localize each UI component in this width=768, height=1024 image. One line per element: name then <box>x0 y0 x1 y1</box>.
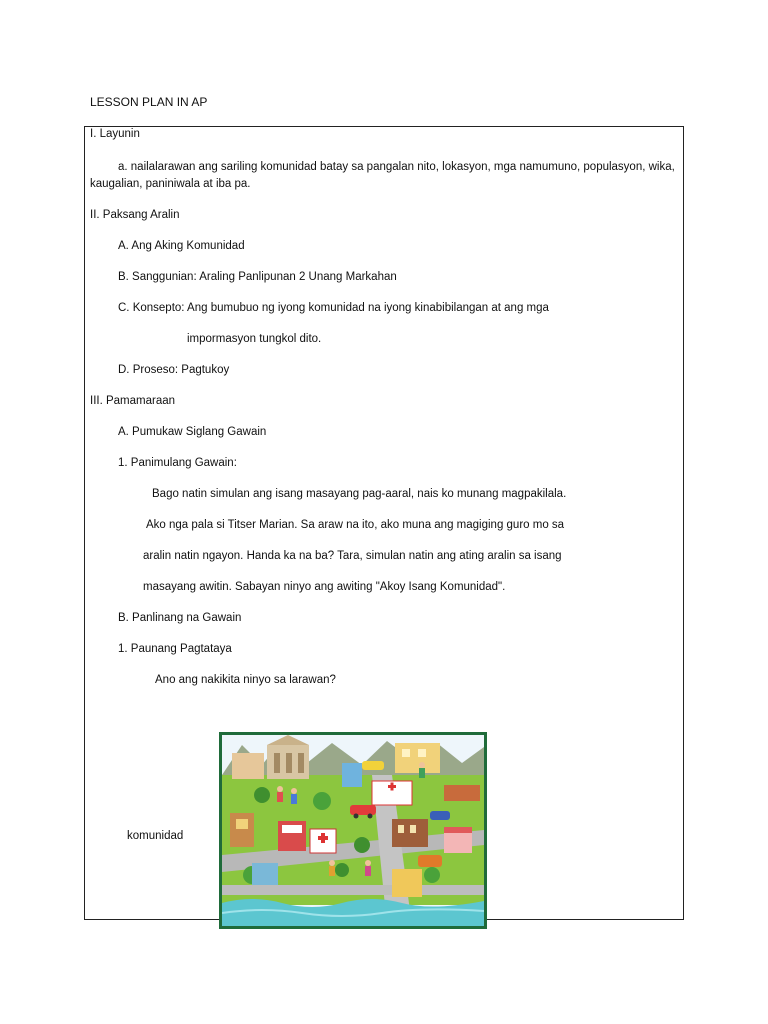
intro-line-2: Ako nga pala si Titser Marian. Sa araw na ito, ako muna ang magiging guro mo sa <box>146 519 565 531</box>
layunin-heading: I. Layunin <box>90 128 140 140</box>
paksang-c-line1: C. Konsepto: Ang bumubuo ng iyong komunidad na iyong kinabibilangan at ang mga <box>118 302 549 314</box>
layunin-objective <box>90 159 682 193</box>
community-picture <box>219 732 487 929</box>
paksang-a: A. Ang Aking Komunidad <box>118 240 245 252</box>
question-text: Ano ang nakikita ninyo sa larawan? <box>155 674 336 686</box>
answer-label: komunidad <box>127 830 184 842</box>
community-illustration-icon <box>222 735 484 926</box>
page-title: LESSON PLAN IN AP <box>90 95 208 109</box>
pamamaraan-a: A. Pumukaw Siglang Gawain <box>118 426 267 438</box>
intro-line-3: aralin natin ngayon. Handa ka na ba? Tara, simulan natin ang ating aralin sa isang <box>143 550 562 562</box>
layunin-objective-text: a. nailalarawan ang sariling komunidad batay sa pangalan nito, lokasyon, mga namumuno, populasyon, wika, kaugalian, paniniwala at iba pa. <box>90 161 675 190</box>
paksang-d: D. Proseso: Pagtukoy <box>118 364 230 376</box>
intro-line-4: masayang awitin. Sabayan ninyo ang awiting "Akoy Isang Komunidad". <box>143 581 506 593</box>
intro-line-1: Bago natin simulan ang isang masayang pag-aaral, nais ko munang magpakilala. <box>152 488 567 500</box>
panlinang-heading: B. Panlinang na Gawain <box>118 612 242 624</box>
paksang-b: B. Sanggunian: Araling Panlipunan 2 Unang Markahan <box>118 271 397 283</box>
paunang-pagtataya: 1. Paunang Pagtataya <box>118 643 232 655</box>
paksang-heading: II. Paksang Aralin <box>90 209 180 221</box>
pamamaraan-heading: III. Pamamaraan <box>90 395 176 407</box>
panimulang-gawain: 1. Panimulang Gawain: <box>118 457 237 469</box>
paksang-c-line2: impormasyon tungkol dito. <box>187 333 322 345</box>
